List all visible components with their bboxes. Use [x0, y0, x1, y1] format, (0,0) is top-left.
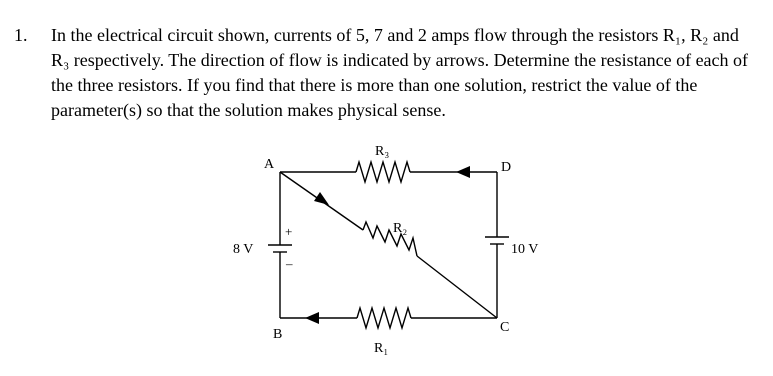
problem-number: 1.: [14, 25, 28, 45]
node-a-label: A: [264, 157, 275, 172]
node-d-label: D: [501, 160, 512, 175]
arrow-r3-current: [456, 166, 470, 178]
battery-right-voltage-label: 10 V: [511, 242, 539, 257]
battery-left-minus-sign: –: [286, 256, 293, 271]
problem-text: In the electrical circuit shown, currents of 5, 7 and 2 amps flow through the resistors R₁, R₂ and R₃ respectively. The direction of flow is indicated by arrows. Determine the resistance of each of the three resistors. If you find that there is more than one solution, restrict the value of the parameter(s) so that the solution makes physical sense.: [51, 25, 749, 120]
node-c-label: C: [500, 320, 510, 335]
wire-diagonal-lower: [417, 256, 497, 318]
arrow-r1-current: [305, 312, 319, 324]
r2-label: R₂: [393, 221, 408, 236]
r1-label: R₁: [374, 341, 389, 356]
battery-left-plus-sign: +: [285, 224, 293, 239]
arrow-r2-current: [314, 192, 329, 205]
r3-label: R₃: [375, 144, 390, 159]
resistor-r1: [357, 308, 411, 328]
resistor-r2: [363, 222, 417, 256]
resistor-r3: [356, 162, 410, 182]
node-b-label: B: [273, 327, 283, 342]
battery-left-voltage-label: 8 V: [233, 242, 254, 257]
